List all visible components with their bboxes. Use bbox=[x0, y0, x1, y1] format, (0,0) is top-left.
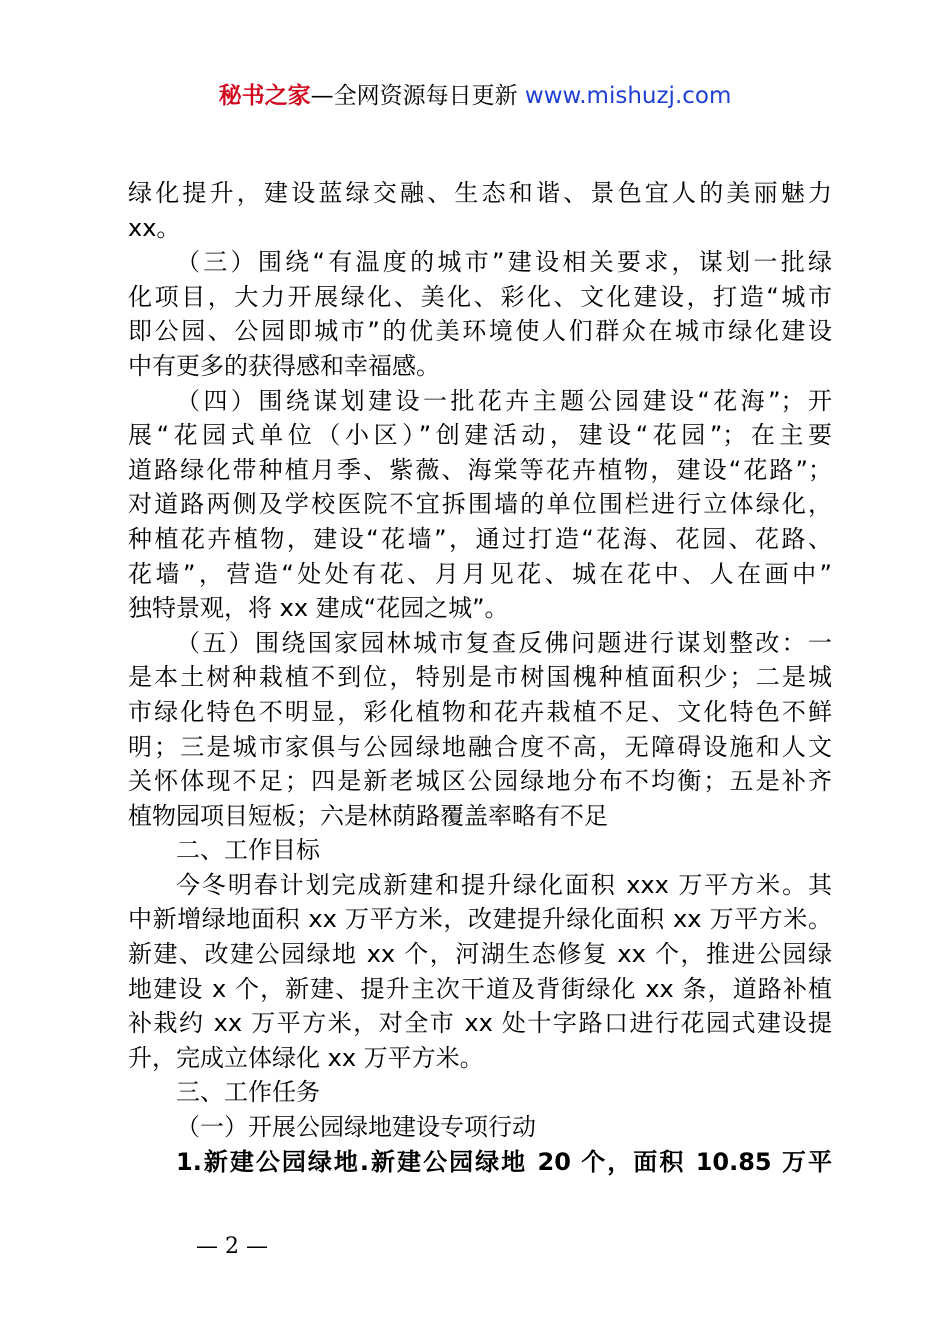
text-line: 三、工作任务 bbox=[176, 1078, 320, 1107]
text-line: 中有更多的获得感和幸福感。 bbox=[128, 351, 440, 380]
text-line: （三）围绕“有温度的城市”建设相关要求，谋划一批绿 bbox=[176, 248, 832, 277]
text-line: 对道路两侧及学校医院不宜拆围墙的单位围栏进行立体绿化， bbox=[128, 490, 832, 519]
text-line: 道路绿化带种植月季、紫薇、海棠等花卉植物，建设“花路”； bbox=[128, 455, 832, 484]
text-line: 补栽约 xx 万平方米，对全市 xx 处十字路口进行花园式建设提 bbox=[128, 1009, 832, 1038]
text-line: 展“花园式单位（小区）”创建活动，建设“花园”；在主要 bbox=[128, 421, 832, 450]
text-line: 绿化提升，建设蓝绿交融、生态和谐、景色宜人的美丽魅力 bbox=[128, 179, 832, 207]
text-line: 种植花卉植物，建设“花墙”，通过打造“花海、花园、花路、 bbox=[128, 524, 832, 553]
text-line: （四）围绕谋划建设一批花卉主题公园建设“花海”；开 bbox=[176, 386, 832, 415]
text-line: xx。 bbox=[128, 213, 181, 242]
text-line: 即公园、公园即城市”的优美环境使人们群众在城市绿化建设 bbox=[128, 317, 832, 346]
site-brand: 秘书之家 bbox=[218, 83, 311, 109]
text-line: 新建、改建公园绿地 xx 个，河湖生态修复 xx 个，推进公园绿 bbox=[128, 940, 832, 969]
text-line: 地建设 x 个，新建、提升主次干道及背街绿化 xx 条，道路补植 bbox=[128, 974, 832, 1003]
site-url-link[interactable]: www.mishuzj.com bbox=[524, 83, 732, 109]
text-line: 化项目，大力开展绿化、美化、彩化、文化建设，打造“城市 bbox=[128, 282, 832, 311]
text-line: 市绿化特色不明显，彩化植物和花卉栽植不足、文化特色不鲜 bbox=[128, 697, 832, 726]
text-line: （一）开展公园绿地建设专项行动 bbox=[176, 1113, 536, 1142]
text-line: 独特景观，将 xx 建成“花园之城”。 bbox=[128, 594, 509, 623]
text-line: 今冬明春计划完成新建和提升绿化面积 xxx 万平方米。其 bbox=[176, 870, 832, 899]
text-line: 是本土树种栽植不到位，特别是市树国槐种植面积少；二是城 bbox=[128, 663, 832, 692]
text-line: 植物园项目短板；六是林荫路覆盖率略有不足 bbox=[128, 801, 608, 830]
page-number: — 2 — bbox=[196, 1234, 268, 1259]
text-line: （五）围绕国家园林城市复查反佛问题进行谋划整改：一 bbox=[176, 628, 832, 657]
site-header bbox=[0, 80, 950, 112]
text-line: 升，完成立体绿化 xx 万平方米。 bbox=[128, 1043, 484, 1072]
text-line: 关怀体现不足；四是新老城区公园绿地分布不均衡；五是补齐 bbox=[128, 767, 832, 796]
text-line: 二、工作目标 bbox=[176, 836, 320, 865]
site-tagline: —全网资源每日更新 bbox=[310, 83, 525, 109]
text-line: 花墙”，营造“处处有花、月月见花、城在花中、人在画中” bbox=[128, 559, 832, 588]
document-body bbox=[128, 176, 832, 1179]
text-line: 1.新建公园绿地.新建公园绿地 20 个，面积 10.85 万平 bbox=[176, 1147, 832, 1176]
text-line: 明；三是城市家俱与公园绿地融合度不高，无障碍设施和人文 bbox=[128, 732, 832, 761]
text-line: 中新增绿地面积 xx 万平方米，改建提升绿化面积 xx 万平方米。 bbox=[128, 905, 832, 934]
